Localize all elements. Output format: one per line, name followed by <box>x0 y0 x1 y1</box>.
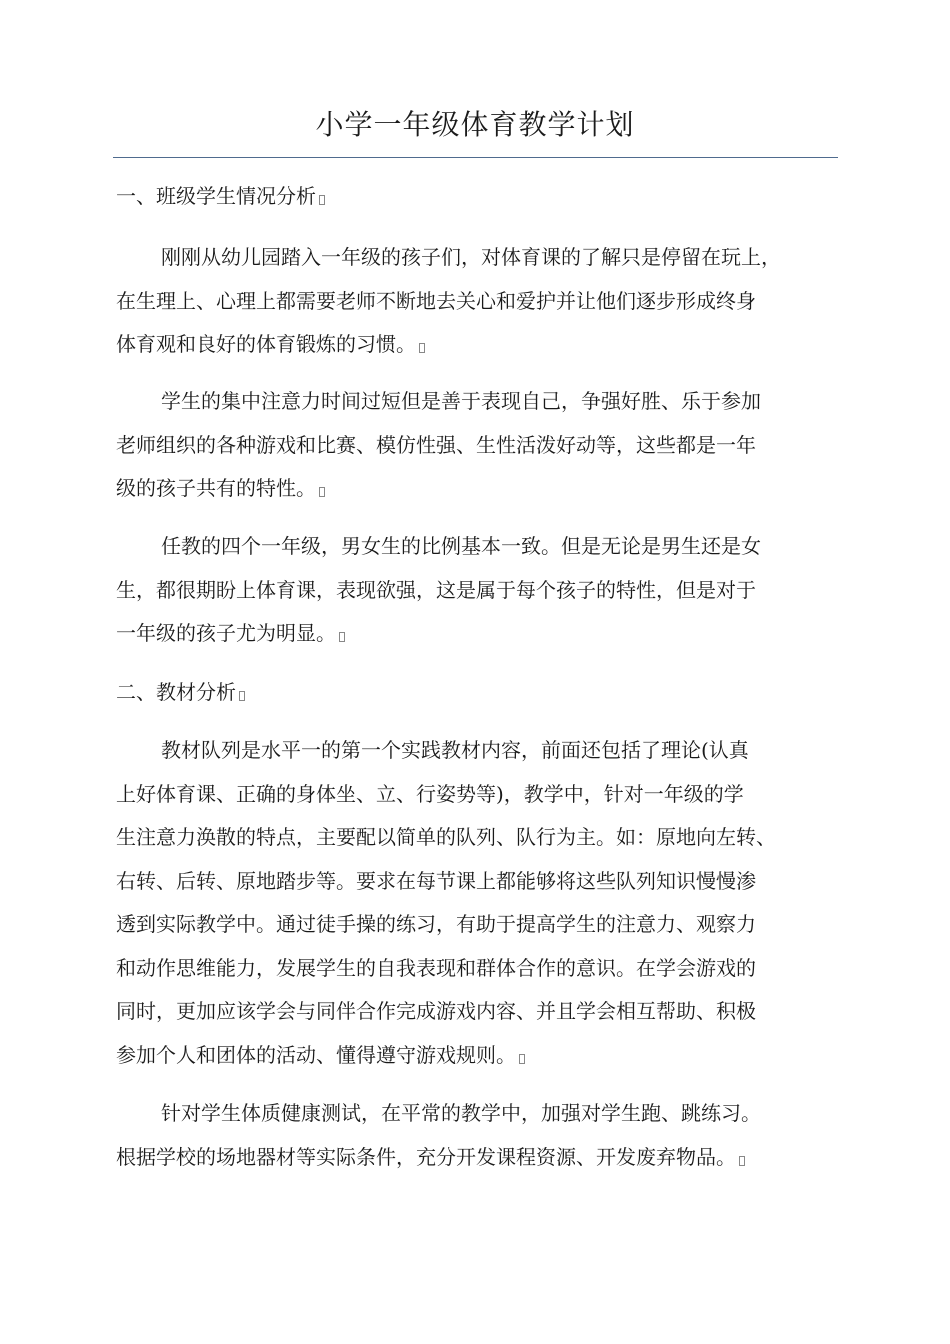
paragraph-mark-icon <box>739 1156 745 1166</box>
paragraph <box>116 1092 856 1179</box>
section-heading-1 <box>116 181 325 211</box>
paragraph-line: 生，都很期盼上体育课，表现欲强，这是属于每个孩子的特性，但是对于 <box>116 577 756 602</box>
paragraph-line: 刚刚从幼儿园踏入一年级的孩子们，对体育课的了解只是停留在玩上， <box>161 245 781 269</box>
paragraph-line: 右转、后转、原地踏步等。要求在每节课上都能够将这些队列知识慢慢渗 <box>116 868 756 893</box>
paragraph-line: 学生的集中注意力时间过短但是善于表现自己，争强好胜、乐于参加 <box>161 389 761 413</box>
paragraph-line: 任教的四个一年级，男女生的比例基本一致。但是无论是男生还是女 <box>161 534 761 558</box>
section-heading-2 <box>116 677 245 707</box>
paragraph-line: 和动作思维能力，发展学生的自我表现和群体合作的意识。在学会游戏的 <box>116 955 756 980</box>
paragraph <box>116 236 856 367</box>
paragraph-line: 针对学生体质健康测试，在平常的教学中，加强对学生跑、跳练习。 <box>161 1101 761 1125</box>
paragraph-mark-icon <box>419 343 425 353</box>
paragraph-mark-icon <box>339 632 345 642</box>
paragraph-line: 根据学校的场地器材等实际条件，充分开发课程资源、开发废弃物品。 <box>116 1136 856 1180</box>
section-heading-text: 一、班级学生情况分析 <box>116 184 316 208</box>
paragraph-line: 体育观和良好的体育锻炼的习惯。 <box>116 323 856 367</box>
paragraph-mark-icon <box>519 1054 525 1064</box>
paragraph-mark-icon <box>319 195 325 205</box>
paragraph <box>116 525 856 656</box>
document-title: 小学一年级体育教学计划 <box>315 108 635 141</box>
paragraph-line: 参加个人和团体的活动、懂得遵守游戏规则。 <box>116 1034 856 1078</box>
section-heading-text: 二、教材分析 <box>116 680 236 704</box>
paragraph-line: 在生理上、心理上都需要老师不断地去关心和爱护并让他们逐步形成终身 <box>116 288 756 313</box>
paragraph-line: 老师组织的各种游戏和比赛、模仿性强、生性活泼好动等，这些都是一年 <box>116 432 756 457</box>
paragraph-line: 教材队列是水平一的第一个实践教材内容，前面还包括了理论(认真 <box>161 738 749 762</box>
paragraph-line: 生注意力涣散的特点，主要配以简单的队列、队行为主。如：原地向左转、 <box>116 825 776 849</box>
paragraph <box>116 729 856 1077</box>
paragraph-line: 级的孩子共有的特性。 <box>116 467 856 511</box>
paragraph-line: 上好体育课、正确的身体坐、立、行姿势等)，教学中，针对一年级的学 <box>116 781 744 806</box>
paragraph-line: 透到实际教学中。通过徒手操的练习，有助于提高学生的注意力、观察力 <box>116 912 756 936</box>
paragraph-mark-icon <box>319 487 325 497</box>
title-divider <box>113 157 838 158</box>
paragraph-line: 同时，更加应该学会与同伴合作完成游戏内容、并且学会相互帮助、积极 <box>116 999 756 1023</box>
paragraph-line: 一年级的孩子尤为明显。 <box>116 612 856 656</box>
paragraph <box>116 380 856 511</box>
paragraph-mark-icon <box>239 691 245 701</box>
